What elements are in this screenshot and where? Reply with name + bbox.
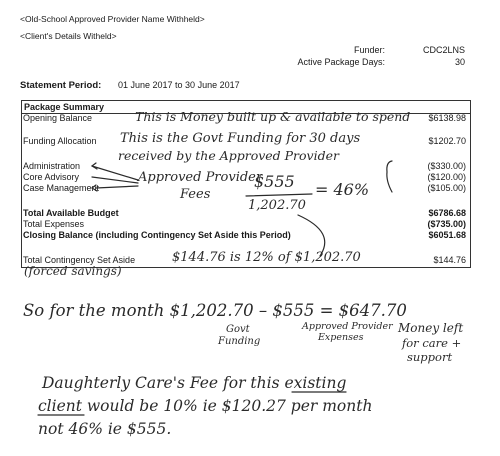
arrowhead-1: [92, 163, 97, 169]
fees-note-line1: Approved Provider: [138, 170, 263, 185]
fraction-bar: [246, 194, 312, 196]
core-advisory-label: Core Advisory: [23, 172, 80, 182]
month-calculation: So for the month $1,202.70 – $555 = $647.70: [23, 301, 407, 320]
funding-label: Funding: [218, 336, 261, 347]
total-expenses-label: Total Expenses: [23, 219, 85, 229]
fraction-denominator: 1,202.70: [248, 198, 306, 213]
active-days-label: Active Package Days:: [297, 57, 385, 67]
statement-period-value: 01 June 2017 to 30 June 2017: [118, 80, 240, 90]
closing-balance-label: Closing Balance (including Contingency Set Aside this Period): [23, 230, 291, 240]
provider-name: <Old-School Approved Provider Name Withheld>: [20, 14, 205, 24]
opening-balance-note: This is Money built up & available to spend: [135, 109, 411, 124]
approved-expenses-line1: Approved Provider: [302, 321, 393, 332]
funding-allocation-value: $1202.70: [428, 136, 466, 146]
forced-savings-note: (forced savings): [24, 264, 122, 278]
contingency-value: $144.76: [433, 255, 466, 265]
statement-period-label: Statement Period:: [20, 80, 102, 91]
approved-expenses-line2: Expenses: [318, 332, 364, 343]
daughterly-line2: client would be 10% ie $120.27 per month: [38, 397, 373, 415]
opening-balance-label: Opening Balance: [23, 113, 93, 123]
funder-value: CDC2LNS: [422, 45, 465, 55]
daughterly-line1: Daughterly Care's Fee for this existing: [42, 374, 347, 392]
govt-label: Govt: [226, 324, 250, 335]
closing-balance-value: $6051.68: [428, 230, 466, 240]
funder-label: Funder:: [353, 45, 385, 55]
funding-note-line1: This is the Govt Funding for 30 days: [120, 131, 361, 146]
fraction-result: = 46%: [315, 180, 370, 199]
case-management-value: ($105.00): [427, 183, 466, 193]
daughterly-line3: not 46% ie $555.: [38, 420, 172, 438]
case-management-label: Case Management: [23, 183, 100, 193]
total-available-label: Total Available Budget: [23, 208, 119, 218]
total-expenses-value: ($735.00): [427, 219, 466, 229]
total-available-value: $6786.68: [428, 208, 466, 218]
client-details: <Client's Details Witheld>: [20, 31, 117, 41]
contingency-label: Total Contingency Set Aside: [23, 255, 136, 265]
money-left-line1: Money left: [398, 321, 464, 335]
curve-connector: [298, 215, 325, 256]
administration-value: ($330.00): [427, 161, 466, 171]
core-advisory-value: ($120.00): [427, 172, 466, 182]
funding-allocation-label: Funding Allocation: [23, 136, 97, 146]
money-left-line3: support: [407, 350, 453, 364]
arrow-case-management: [96, 186, 138, 188]
administration-label: Administration: [23, 161, 81, 171]
package-summary-title: Package Summary: [24, 102, 105, 112]
opening-balance-value: $6138.98: [428, 113, 466, 123]
money-left-line2: for care +: [402, 336, 462, 350]
fraction-numerator: $555: [254, 172, 295, 191]
contingency-note: $144.76 is 12% of $1,202.70: [172, 250, 361, 265]
expenses-bracket: [387, 161, 392, 192]
fees-note-line2: Fees: [180, 187, 211, 202]
active-days-value: 30: [454, 57, 465, 67]
funding-note-line2: received by the Approved Provider: [118, 148, 339, 163]
